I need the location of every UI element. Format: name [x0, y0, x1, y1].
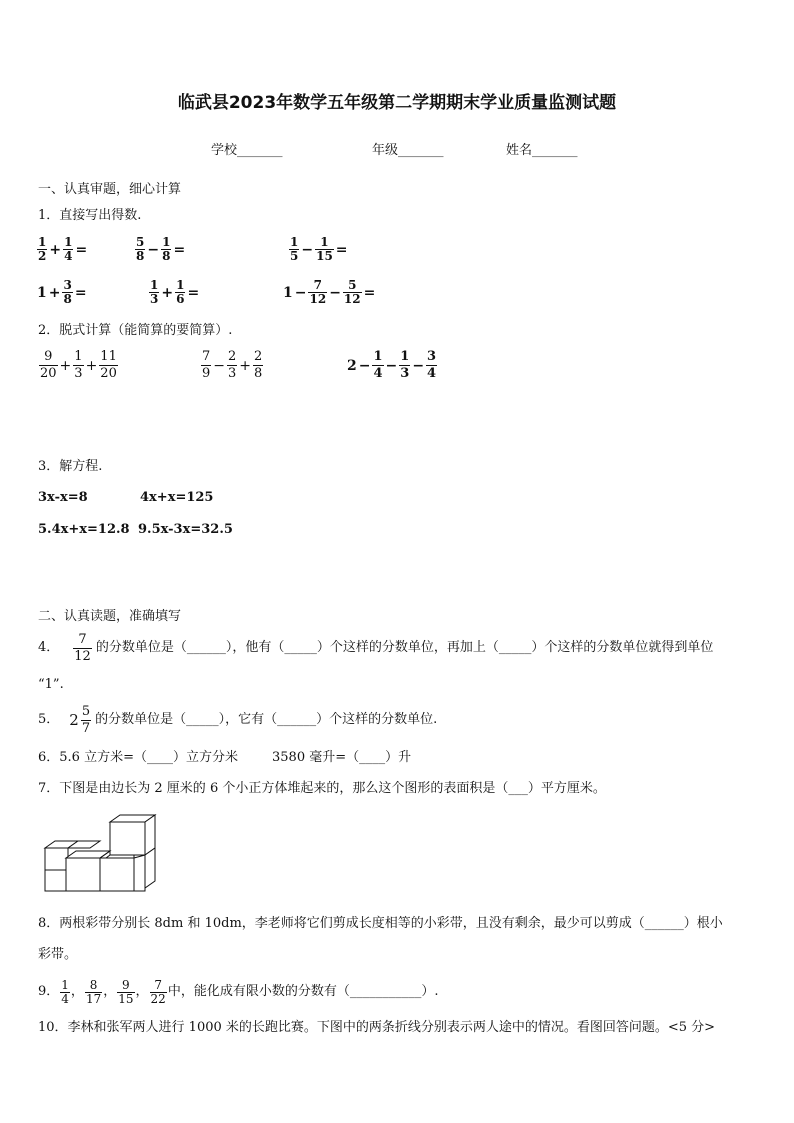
q1-label: 1．直接写出得数.: [38, 208, 142, 223]
operator: −: [329, 284, 341, 301]
fraction-denominator: 20: [40, 366, 57, 381]
equals-sign: =: [173, 241, 186, 258]
q3-equation-4: 9.5x-3x=32.5: [138, 522, 233, 537]
separator: ，: [103, 984, 117, 999]
operator: +: [239, 357, 252, 374]
fraction: [175, 279, 185, 306]
fraction-numerator: 3: [427, 349, 437, 364]
q3-equation-1: 3x-x=8: [38, 490, 88, 505]
operator: −: [301, 241, 314, 258]
fraction-denominator: 8: [162, 249, 171, 263]
cube-front-left: [66, 858, 100, 891]
fraction: [150, 979, 167, 1006]
q3-equation-3: 5.4x+x=12.8: [38, 522, 130, 537]
operator: −: [294, 284, 307, 301]
fraction-numerator: 5: [348, 278, 357, 292]
q5-number: 5．: [38, 712, 60, 727]
q5-fraction-numerator: 5: [81, 703, 91, 719]
q6-part-1: 6．5.6 立方米=（____）立方分米: [38, 750, 238, 765]
cubes-figure: [40, 808, 165, 898]
operator: +: [48, 284, 61, 301]
q9-fraction-list: [59, 979, 168, 1006]
q2-expr-3: [346, 349, 438, 382]
q8-text: 8．两根彩带分别长 8dm 和 10dm，李老师将它们剪成长度相等的小彩带，且没有剩余，最少可以剪成（______）根小: [38, 916, 723, 931]
fraction-numerator: 1: [162, 235, 171, 249]
operator: +: [49, 241, 62, 258]
fraction-numerator: 9: [44, 349, 53, 364]
q6-part-2: 3580 毫升=（____）升: [272, 750, 412, 765]
q1-expr-4: [36, 279, 88, 306]
fraction-numerator: 3: [63, 278, 72, 292]
whole-number: 1: [37, 284, 47, 301]
cube-front-middle: [100, 858, 134, 891]
fraction-denominator: 4: [427, 366, 437, 381]
fraction-numerator: 1: [176, 278, 185, 292]
q2-expr-1: [38, 349, 119, 382]
equals-sign: =: [363, 284, 376, 301]
q3-label: 3．解方程.: [38, 459, 103, 474]
fraction-denominator: 12: [309, 292, 327, 306]
equals-sign: =: [74, 284, 87, 301]
fraction-numerator: 5: [136, 235, 145, 249]
whole-number: 2: [347, 357, 357, 374]
equals-sign: =: [75, 241, 88, 258]
operator: −: [412, 357, 425, 374]
fraction-numerator: 1: [373, 349, 383, 364]
q1-expr-6: [282, 279, 376, 306]
q5-whole: 2: [69, 711, 79, 729]
separator: ，: [70, 984, 84, 999]
q4-fraction: [73, 632, 92, 665]
fraction-denominator: 5: [290, 249, 299, 263]
fraction: [227, 349, 237, 382]
page-title: 临武县2023年数学五年级第二学期期末学业质量监测试题: [177, 93, 617, 113]
cube-top-front-left: [66, 851, 110, 858]
fraction-denominator: 12: [343, 292, 361, 306]
q8-continuation: 彩带。: [38, 947, 78, 962]
fraction: [39, 349, 58, 382]
fraction: [308, 279, 327, 306]
q4-text: 的分数单位是（______），他有（_____）个这样的分数单位，再加上（_____）个这样的分数单位就得到单位: [95, 640, 714, 655]
fraction: [426, 349, 437, 382]
name-field: 姓名_______: [506, 143, 578, 158]
fraction: [63, 236, 73, 263]
fraction: [60, 979, 70, 1006]
fraction: [149, 279, 159, 306]
fraction: [135, 236, 145, 263]
fraction-numerator: 7: [154, 977, 162, 992]
q9-text: 中，能化成有限小数的分数有（___________）.: [167, 984, 439, 999]
fraction-denominator: 17: [85, 991, 102, 1006]
fraction: [399, 349, 410, 382]
fraction-numerator: 1: [320, 235, 329, 249]
fraction: [372, 349, 383, 382]
fraction-numerator: 8: [89, 977, 98, 992]
q2-expr-2: [200, 349, 264, 382]
fraction-denominator: 4: [373, 366, 383, 381]
q5-text: 的分数单位是（_____），它有（______）个这样的分数单位.: [95, 712, 438, 727]
section1-heading: 一、认真审题，细心计算: [38, 182, 182, 197]
operator: +: [59, 357, 72, 374]
q4-continuation: “1”.: [38, 677, 64, 692]
q5-fraction-denominator: 7: [81, 720, 91, 736]
operator: −: [147, 241, 160, 258]
fraction: [161, 236, 171, 263]
fraction-denominator: 6: [176, 292, 185, 306]
fraction-denominator: 4: [64, 249, 73, 263]
fraction: [99, 349, 118, 382]
fraction-numerator: 1: [150, 278, 159, 292]
fraction: [37, 236, 47, 263]
q5-fraction: [81, 704, 91, 737]
separator: ，: [135, 984, 149, 999]
fraction-denominator: 22: [150, 991, 166, 1006]
q1-expr-5: [148, 279, 200, 306]
fraction-denominator: 15: [316, 249, 333, 263]
fraction-denominator: 9: [202, 366, 211, 381]
fraction-denominator: 3: [150, 292, 159, 306]
fraction-denominator: 3: [74, 366, 83, 381]
fraction: [343, 279, 362, 306]
fraction-numerator: 2: [228, 349, 237, 364]
fraction-numerator: 1: [64, 235, 73, 249]
q7-text: 7．下图是由边长为 2 厘米的 6 个小正方体堆起来的，那么这个图形的表面积是（___）平方厘米。: [38, 781, 606, 796]
fraction-numerator: 2: [254, 349, 263, 364]
q5-mixed-number: [69, 704, 92, 737]
fraction: [201, 349, 211, 382]
grade-field: 年级_______: [372, 143, 444, 158]
section2-heading: 二、认真读题，准确填写: [38, 609, 182, 624]
q1-expr-3: [288, 236, 349, 263]
q3-equation-2: 4x+x=125: [140, 490, 214, 505]
fraction: [73, 349, 83, 382]
fraction-numerator: 1: [290, 235, 299, 249]
q1-expr-2: [134, 236, 186, 263]
q2-label: 2．脱式计算（能简算的要简算）.: [38, 323, 233, 338]
q1-expr-1: [36, 236, 88, 263]
operator: −: [358, 357, 371, 374]
fraction: [289, 236, 299, 263]
cube-front-right: [134, 855, 145, 891]
fraction: [62, 279, 72, 306]
question-4: [38, 630, 713, 666]
fraction-denominator: 8: [254, 366, 263, 381]
q4-fraction-numerator: 7: [78, 631, 87, 647]
fraction-numerator: 7: [202, 349, 211, 364]
q4-fraction-denominator: 12: [74, 648, 91, 664]
fraction-numerator: 1: [400, 349, 410, 364]
whole-number: 1: [283, 284, 293, 301]
operator: −: [385, 357, 398, 374]
fraction-denominator: 3: [228, 366, 237, 381]
operator: −: [213, 357, 226, 374]
equals-sign: =: [187, 284, 200, 301]
cube-side-lower: [145, 848, 155, 888]
question-5: [38, 702, 437, 738]
fraction-denominator: 8: [63, 292, 72, 306]
fraction-denominator: 15: [118, 991, 134, 1006]
q9-number: 9．: [38, 984, 60, 999]
operator: +: [161, 284, 174, 301]
fraction: [315, 236, 334, 263]
question-9: [38, 975, 438, 1009]
fraction: [117, 979, 134, 1006]
fraction: [85, 979, 102, 1006]
q10-text: 10．李林和张军两人进行 1000 米的长跑比赛。下图中的两条折线分别表示两人途中的情况。看图回答问题。<5 分>: [38, 1020, 716, 1035]
fraction-numerator: 7: [313, 278, 323, 292]
fraction-numerator: 9: [122, 977, 130, 992]
operator: +: [85, 357, 98, 374]
fraction-numerator: 1: [61, 977, 69, 992]
fraction: [253, 349, 263, 382]
school-field: 学校_______: [211, 143, 283, 158]
cube-front-upper: [110, 822, 145, 855]
fraction-denominator: 20: [100, 366, 117, 381]
equals-sign: =: [335, 241, 348, 258]
fraction-numerator: 11: [100, 349, 117, 364]
fraction-denominator: 4: [61, 991, 69, 1006]
fraction-denominator: 2: [38, 249, 47, 263]
fraction-denominator: 3: [400, 366, 410, 381]
fraction-denominator: 8: [136, 249, 145, 263]
fraction-numerator: 1: [74, 349, 83, 364]
fraction-numerator: 1: [38, 235, 47, 249]
q4-number: 4．: [38, 640, 60, 655]
